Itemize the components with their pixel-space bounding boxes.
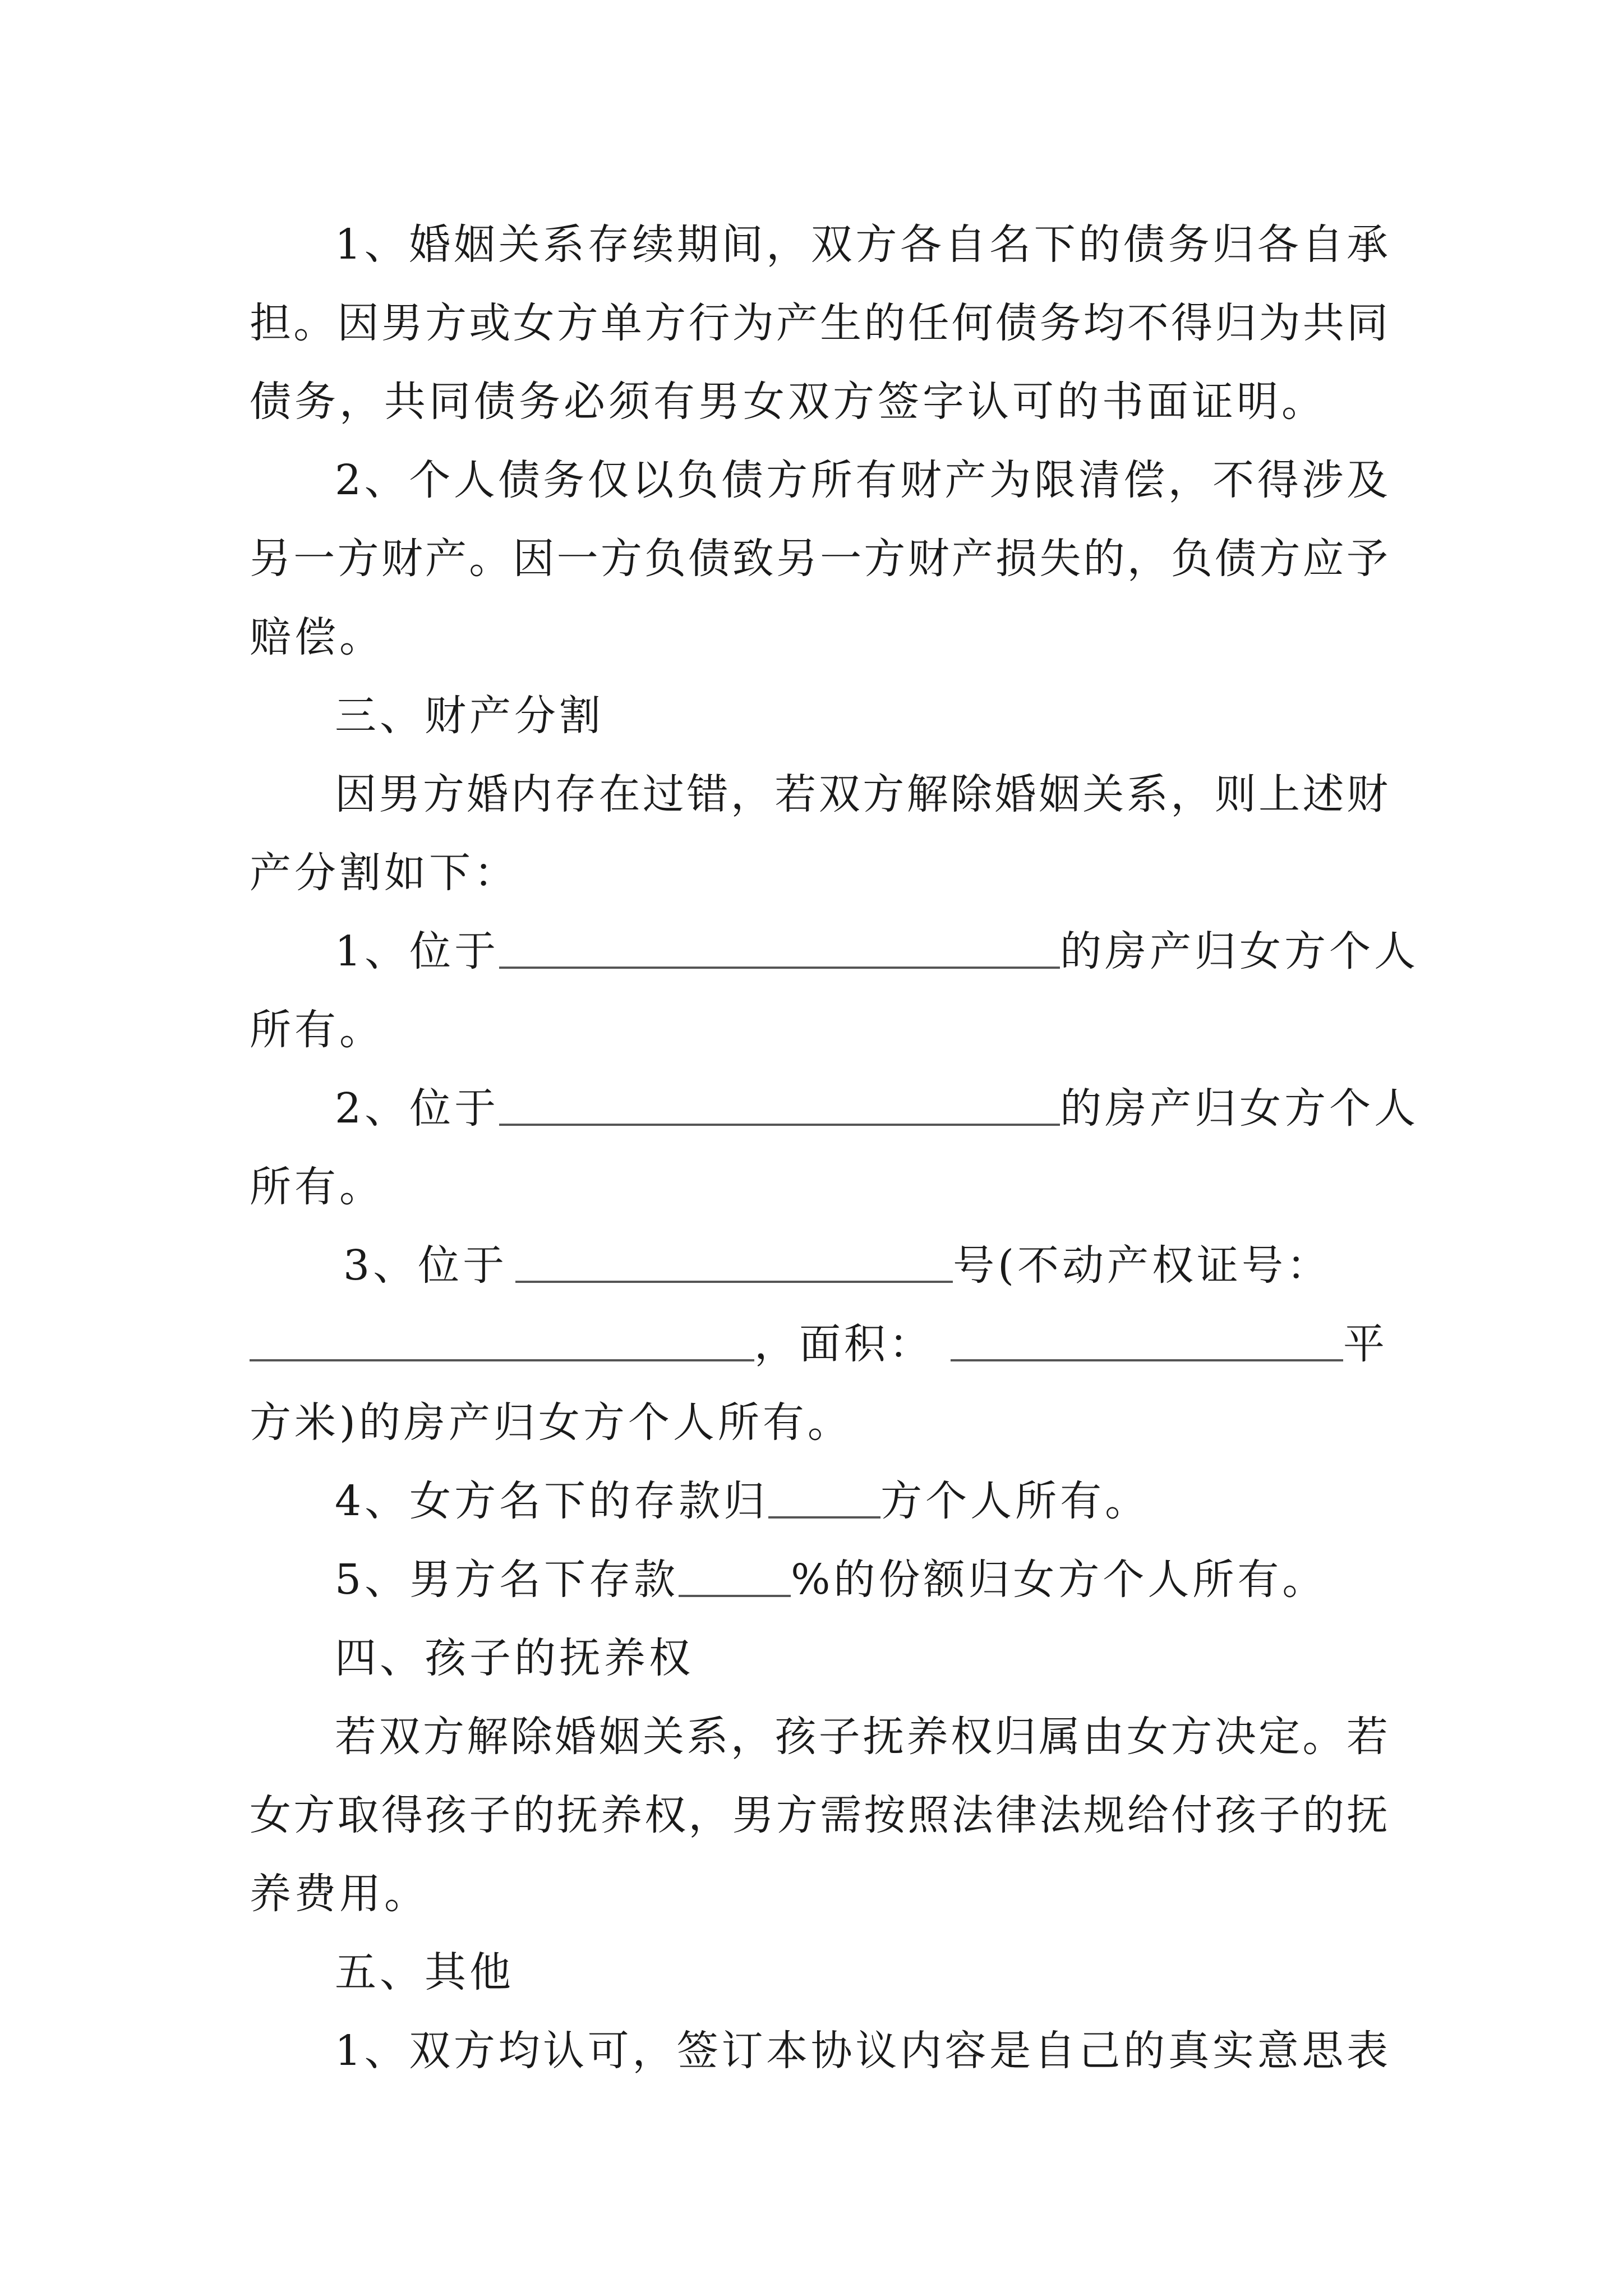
section-heading: 四、孩子的抚养权 bbox=[335, 1634, 694, 1682]
section-heading: 五、其他 bbox=[335, 1948, 514, 1996]
text-line: 1、婚姻关系存续期间，双方各自名下的债务归各自承 bbox=[335, 220, 1388, 269]
property-3-middle: 号(不动产权证号： bbox=[953, 1241, 1331, 1290]
property-3-certificate-blank bbox=[250, 1317, 754, 1361]
property-1-suffix: 的房产归女方个人 bbox=[1060, 927, 1419, 976]
text-line: 2、个人债务仅以负债方所有财产为限清偿，不得涉及 bbox=[335, 456, 1388, 504]
text-line: 赔偿。 bbox=[250, 613, 384, 661]
text-line: 所有。 bbox=[250, 1006, 384, 1054]
deposit-4-prefix: 4、女方名下的存款归 bbox=[335, 1477, 769, 1525]
property-clause-3-cont bbox=[250, 1305, 1388, 1383]
text-line: 产分割如下： bbox=[250, 849, 519, 897]
deposit-4-suffix: 方个人所有。 bbox=[880, 1477, 1150, 1525]
text-line: 担。因男方或女方单方行为产生的任何债务均不得归为共同 bbox=[250, 299, 1388, 347]
property-3-area-blank bbox=[951, 1317, 1343, 1361]
property-1-prefix: 1、位于 bbox=[335, 927, 500, 976]
property-2-suffix: 的房产归女方个人 bbox=[1060, 1084, 1419, 1133]
text-line: 方米)的房产归女方个人所有。 bbox=[250, 1398, 852, 1447]
property-clause-1 bbox=[335, 912, 1419, 991]
text-line: 因男方婚内存在过错，若双方解除婚姻关系，则上述财 bbox=[335, 770, 1388, 818]
property-1-address-blank bbox=[499, 924, 1060, 969]
text-line: 女方取得孩子的抚养权，男方需按照法律法规给付孩子的抚 bbox=[250, 1791, 1388, 1839]
deposit-5-prefix: 5、男方名下存款 bbox=[335, 1556, 679, 1604]
text-line: 1、双方均认可，签订本协议内容是自己的真实意思表 bbox=[335, 2027, 1388, 2075]
text-line: 另一方财产。因一方负债致另一方财产损失的，负债方应予 bbox=[250, 535, 1388, 583]
property-clause-3 bbox=[343, 1226, 1396, 1305]
text-line: 养费用。 bbox=[250, 1870, 429, 1918]
property-3-area-label: ，面积： bbox=[754, 1320, 934, 1368]
deposit-clause-5 bbox=[335, 1540, 1388, 1619]
deposit-clause-4 bbox=[335, 1462, 1388, 1540]
property-2-prefix: 2、位于 bbox=[335, 1084, 500, 1133]
property-clause-2 bbox=[335, 1069, 1419, 1148]
property-3-prefix: 3、位于 bbox=[343, 1241, 508, 1290]
section-heading: 三、财产分割 bbox=[335, 692, 604, 740]
property-3-address-blank bbox=[515, 1238, 953, 1283]
text-line: 所有。 bbox=[250, 1163, 384, 1211]
property-3-unit: 平 bbox=[1343, 1320, 1388, 1368]
deposit-5-blank bbox=[679, 1552, 791, 1597]
text-line: 若双方解除婚姻关系，孩子抚养权归属由女方决定。若 bbox=[335, 1713, 1388, 1761]
deposit-5-suffix: %的份额归女方个人所有。 bbox=[791, 1556, 1327, 1604]
deposit-4-blank bbox=[768, 1474, 880, 1519]
text-line: 债务，共同债务必须有男女双方签字认可的书面证明。 bbox=[250, 378, 1326, 426]
property-2-address-blank bbox=[499, 1081, 1060, 1126]
